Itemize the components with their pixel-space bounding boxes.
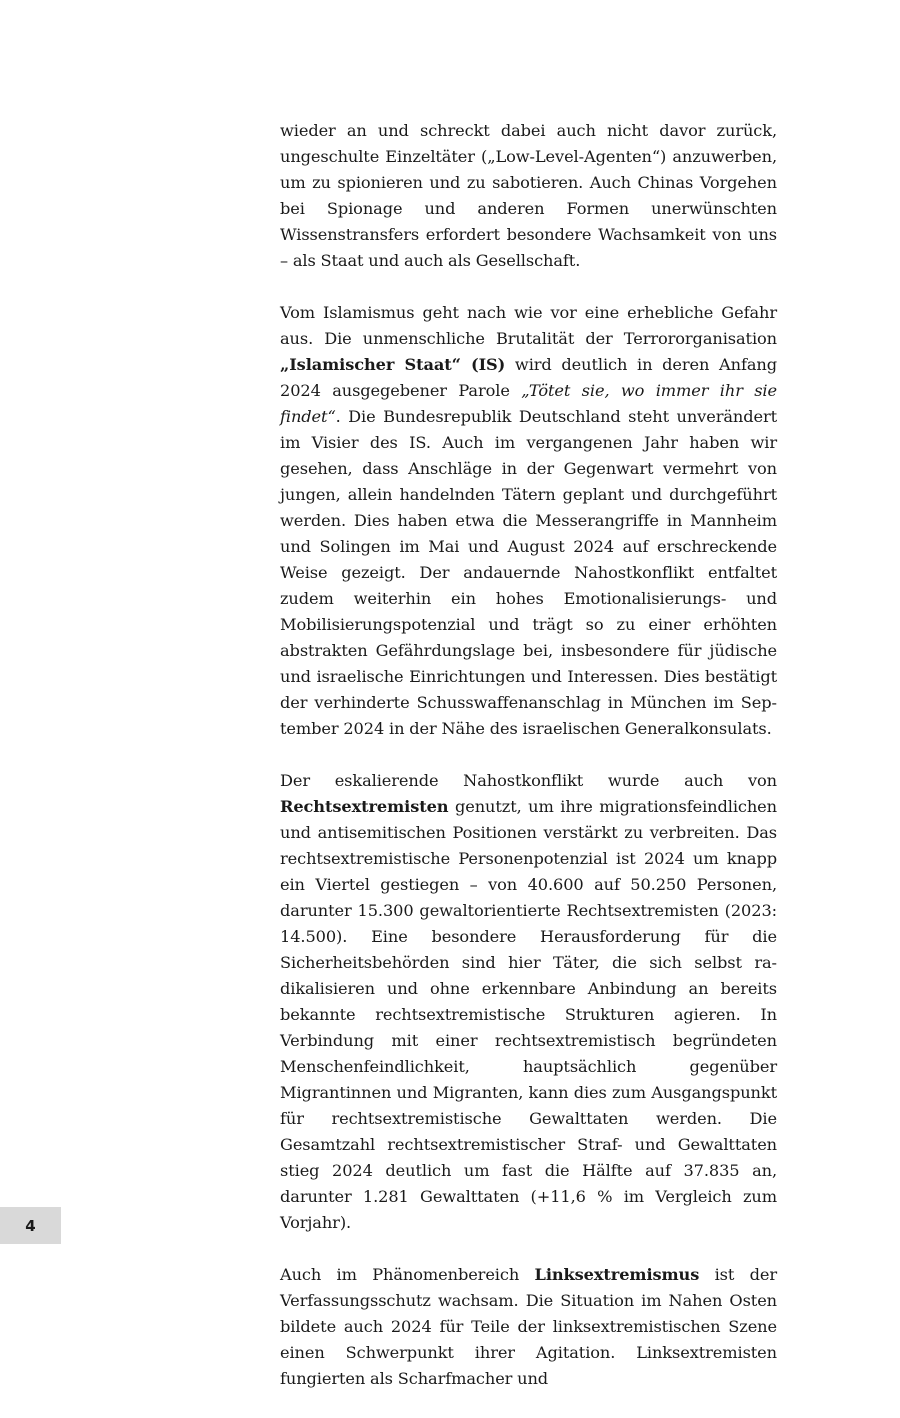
paragraph-left-wing-extremism	[280, 1262, 777, 1392]
text-segment: wieder an und schreckt dabei auch nicht davor zurück, ungeschulte Einzeltäter („Low-Level-Agenten“) anzuwerben, um zu spionieren und zu sabotieren. Auch Chinas Vorgehen bei Spionage und anderen Formen unerwünschten Wissenstransfers erfordert besondere Wachsamkeit von uns – als Staat und auch als Gesellschaft.	[280, 121, 777, 270]
text-segment: wird deutlich in deren Anfang 2024 ausgegebener Parole	[280, 355, 777, 400]
paragraph-islamism	[280, 300, 777, 742]
paragraph-espionage	[280, 118, 777, 274]
page-number-box	[0, 1207, 61, 1244]
text-segment: . Die Bundesrepublik Deutschland steht unverändert im Visier des IS. Auch im vergangenen Jahr haben wir gesehen, dass Anschläge in der Gegenwart vermehrt von jungen, allein handelnden Tätern geplant und durchgeführt werden. Dies haben etwa die Messerangriffe in Mannheim und Solingen im Mai und August 2024 auf erschreckende Weise gezeigt. Der andauernde Nahostkonflikt entfaltet zudem weiterhin ein hohes Emotionalisierungs- und Mobilisierungspotenzial und trägt so zu einer erhöhten abstrakten Gefährdungslage bei, insbesondere für jüdische und israelische Einrichtungen und Interessen. Dies bestätigt der verhinderte Schusswaffenanschlag in München im September 2024 in der Nähe des israelischen Generalkonsulats.	[280, 407, 777, 738]
bold-term-right-wing-extremists: Rechtsextremisten	[280, 797, 449, 816]
text-segment: genutzt, um ihre migrationsfeindlichen und antisemitischen Positionen verstärkt zu verbreiten. Das rechtsextremistische Personenpotenzial ist 2024 um knapp ein Viertel gestiegen – von 40.600 auf 50.250 Personen, darunter 15.300 gewaltorientierte Rechtsextremisten (2023: 14.500). Eine besondere Herausforderung für die Sicherheitsbehörden sind hier Täter, die sich selbst radikalisieren und ohne erkennbare Anbindung an bereits bekannte rechtsextremistische Strukturen agieren. In Verbindung mit einer rechtsextremistisch begründeten Menschenfeindlichkeit, hauptsächlich gegenüber Migrantinnen und Migranten, kann dies zum Ausgangspunkt für rechtsextremistische Gewalttaten werden. Die Gesamtzahl rechtsextremistischer Straf- und Gewalttaten stieg 2024 deutlich um fast die Hälfte auf 37.835 an, darunter 1.281 Gewalttaten (+11,6 % im Vergleich zum Vorjahr).	[280, 797, 777, 1232]
text-segment: Der eskalierende Nahostkonflikt wurde auch von	[280, 771, 777, 790]
paragraph-right-wing-extremism	[280, 768, 777, 1236]
text-segment: ist der Verfassungsschutz wachsam. Die Situation im Nahen Osten bildete auch 2024 für Teile der linksextremistischen Szene einen Schwerpunkt ihrer Agitation. Linksextremisten fungierten als Scharfmacher und	[280, 1265, 777, 1388]
text-segment: Auch im Phänomenbereich	[280, 1265, 535, 1284]
body-text-column	[280, 118, 777, 1418]
page-number: 4	[25, 1216, 36, 1235]
bold-term-left-wing-extremism: Linksextremismus	[534, 1265, 700, 1284]
italic-quote-slogan: „Tötet sie, wo immer ihr sie findet“	[280, 381, 777, 426]
bold-term-islamic-state: „Islamischer Staat“ (IS)	[280, 355, 506, 374]
text-segment: Vom Islamismus geht nach wie vor eine erhebliche Gefahr aus. Die unmenschliche Brutalität der Terrororganisation	[280, 303, 777, 348]
